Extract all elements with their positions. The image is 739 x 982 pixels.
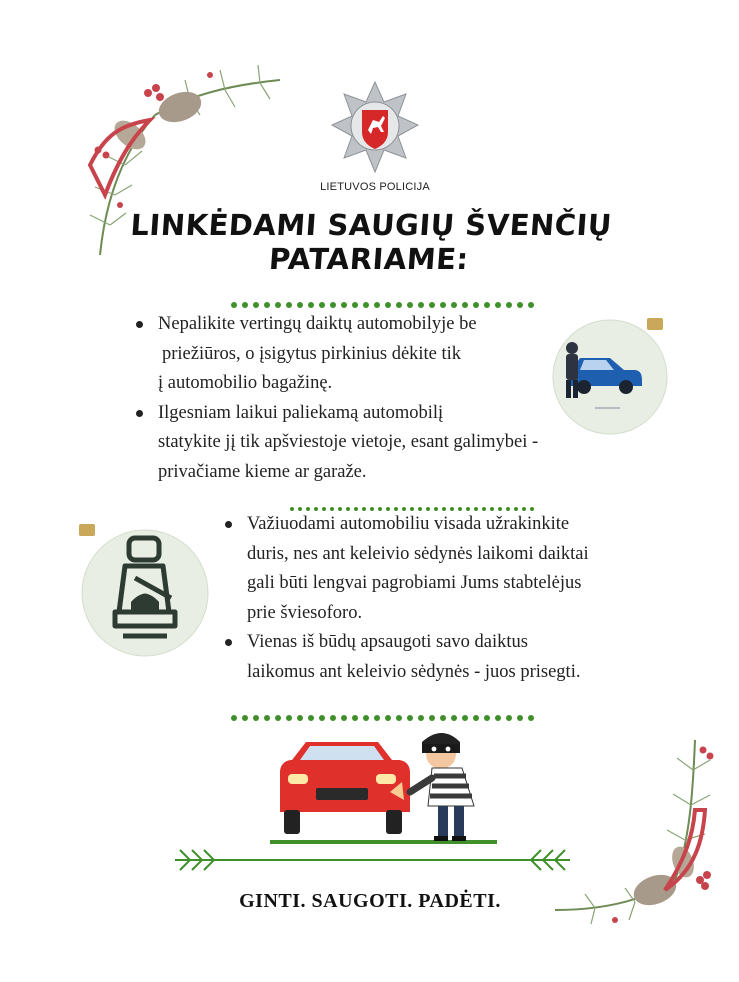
title-line-1: LINKĖDAMI SAUGIŲ ŠVENČIŲ [129,208,614,242]
tip-item: Vienas iš būdų apsaugoti savo daiktus laikomus ant keleivio sėdynės - juos prisegti. [225,628,655,687]
bauble-car-thief-icon [550,312,675,437]
tip-item: Ilgesniam laikui paliekamą automobilį statykite jį tik apšviestoje vietoje, esant galimybei - privačiame kieme ar garaže. [136,399,586,488]
arrow-line-icon [170,845,575,875]
dotted-separator [228,295,536,305]
police-logo [330,80,420,180]
tips-list-1 [136,310,586,487]
title-line-2: PATARIAME: [267,242,470,276]
tips-list-2 [225,510,655,687]
tip-item: Važiuodami automobiliu visada užrakinkite duris, nes ant keleivio sėdynės laikomi daiktai gali būti lengvai pagrobiami Jums stabtelėjus prie šviesoforo. [225,510,655,628]
dotted-separator-small [288,498,536,508]
dotted-separator [228,708,536,718]
police-star-badge-icon [330,80,420,180]
bauble-seat-bag-icon [75,518,215,658]
page-title [108,208,633,276]
tip-item: Nepalikite vertingų daiktų automobilyje be priežiūros, o įsigytus pirkinius dėkite tik į automobilio bagažinę. [136,310,538,399]
logo-text: LIETUVOS POLICIJA [320,181,430,193]
car-burglar-icon [262,722,512,852]
slogan: GINTI. SAUGOTI. PADĖTI. [239,890,501,912]
